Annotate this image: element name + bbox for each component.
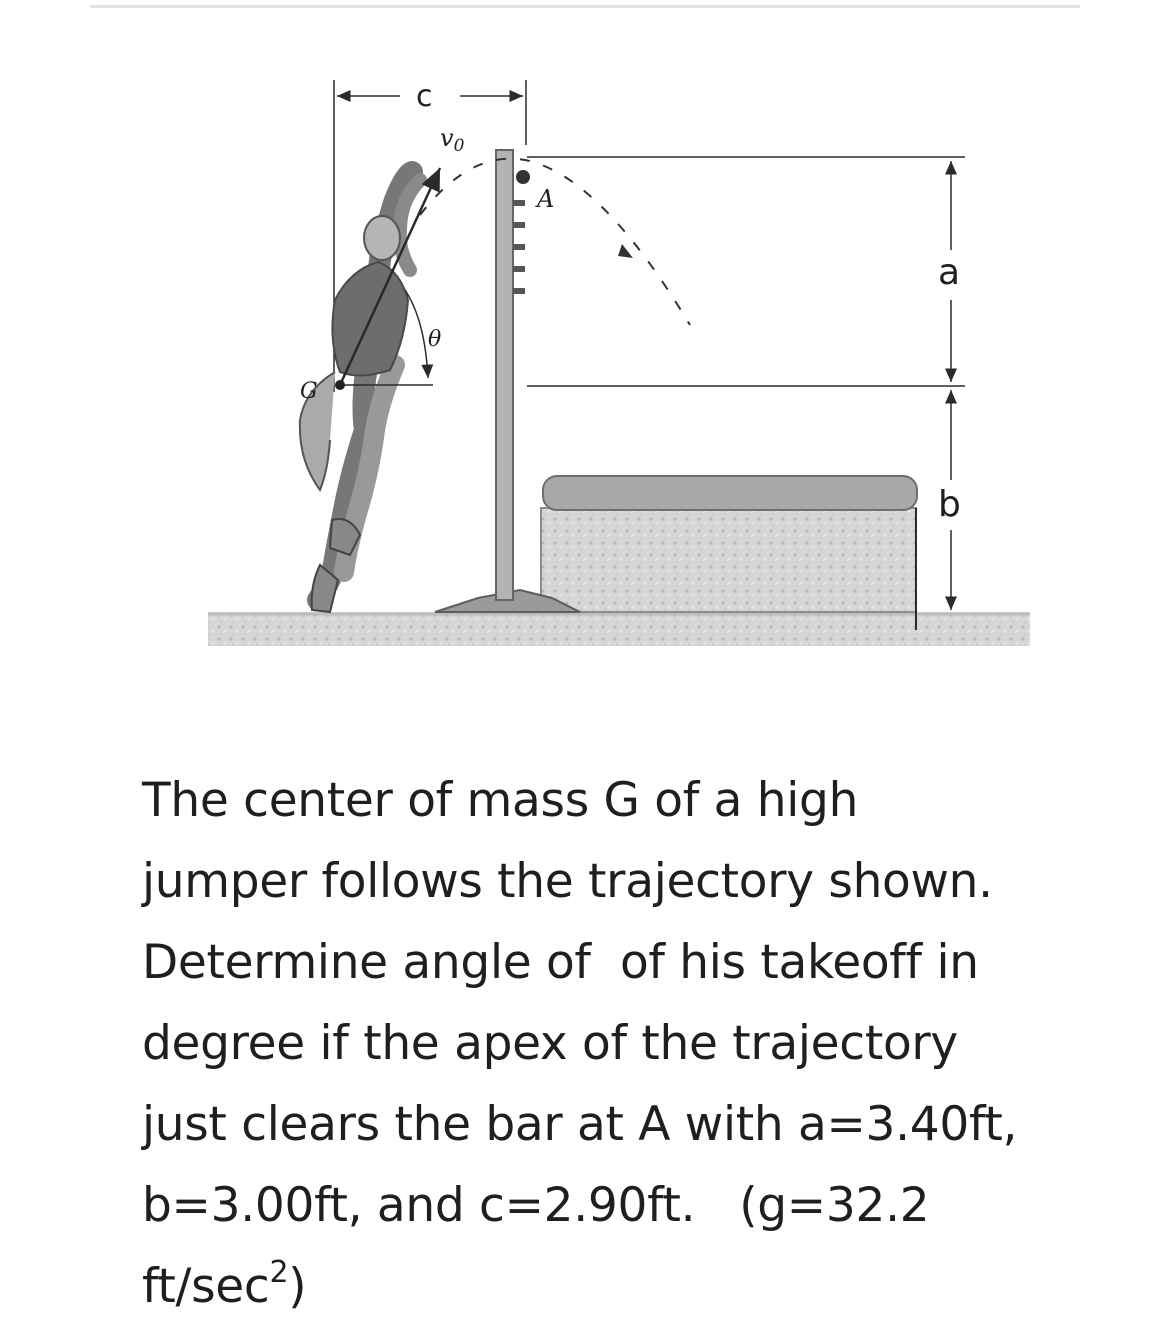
problem-line-7: $ft/\sec^2$) xyxy=(142,1255,307,1314)
label-v0: $v_0$ xyxy=(440,124,465,156)
label-c: c xyxy=(416,79,433,114)
ground xyxy=(208,612,1030,646)
label-a: a xyxy=(938,252,961,293)
problem-line-5: just clears the bar at A with a=3.40ft, xyxy=(142,1097,1018,1152)
label-theta: θ xyxy=(428,327,442,352)
trajectory-path xyxy=(420,159,690,325)
jumper-figure xyxy=(300,172,420,612)
problem-line-6: b=3.00ft, and c=2.90ft. (g=32.2 xyxy=(142,1178,930,1233)
problem-line-4: degree if the apex of the trajectory xyxy=(142,1016,958,1071)
label-b: b xyxy=(938,484,961,525)
problem-line-1: The center of mass G of a high xyxy=(142,773,859,828)
label-G: G xyxy=(300,379,318,404)
problem-line-2: jumper follows the trajectory shown. xyxy=(142,854,993,909)
label-A: A xyxy=(537,185,555,213)
problem-line-3: Determine angle of of his takeoff in xyxy=(142,935,979,990)
landing-mat xyxy=(541,476,917,630)
problem-statement xyxy=(142,760,1102,1327)
